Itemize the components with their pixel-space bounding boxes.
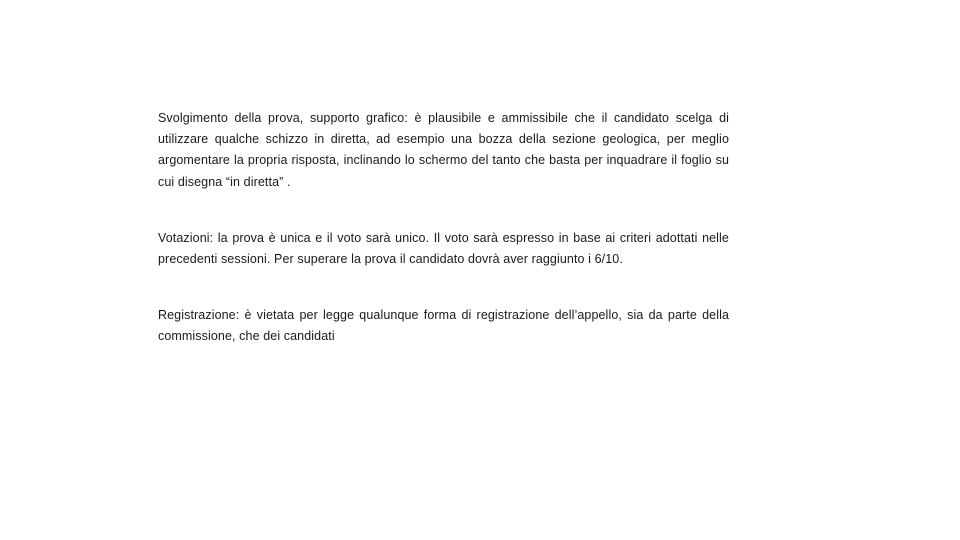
paragraph-text-registrazione: è vietata per legge qualunque forma di registrazione dell’appello, sia da parte della commissione, che dei candidati (158, 308, 729, 344)
slide-content (158, 108, 729, 348)
paragraph-votazioni (158, 228, 729, 270)
paragraph-label-registrazione: Registrazione: (158, 308, 240, 323)
paragraph-registrazione (158, 305, 729, 347)
paragraph-text-svolgimento: è plausibile e ammissibile che il candidato scelga di utilizzare qualche schizzo in diretta, ad esempio una bozza della sezione geologica, per meglio argomentare la propria risposta, inclinando lo schermo del tanto che basta per inquadrare il foglio su cui disegna “in diretta” . (158, 111, 729, 189)
paragraph-text-votazioni: la prova è unica e il voto sarà unico. Il voto sarà espresso in base ai criteri adottati nelle precedenti sessioni. Per superare la prova il candidato dovrà aver raggiunto i 6/10. (158, 230, 729, 267)
paragraph-svolgimento (158, 108, 729, 193)
paragraph-label-svolgimento: Svolgimento della prova, supporto grafico: (158, 111, 408, 125)
paragraph-label-votazioni: Votazioni: (158, 230, 214, 245)
